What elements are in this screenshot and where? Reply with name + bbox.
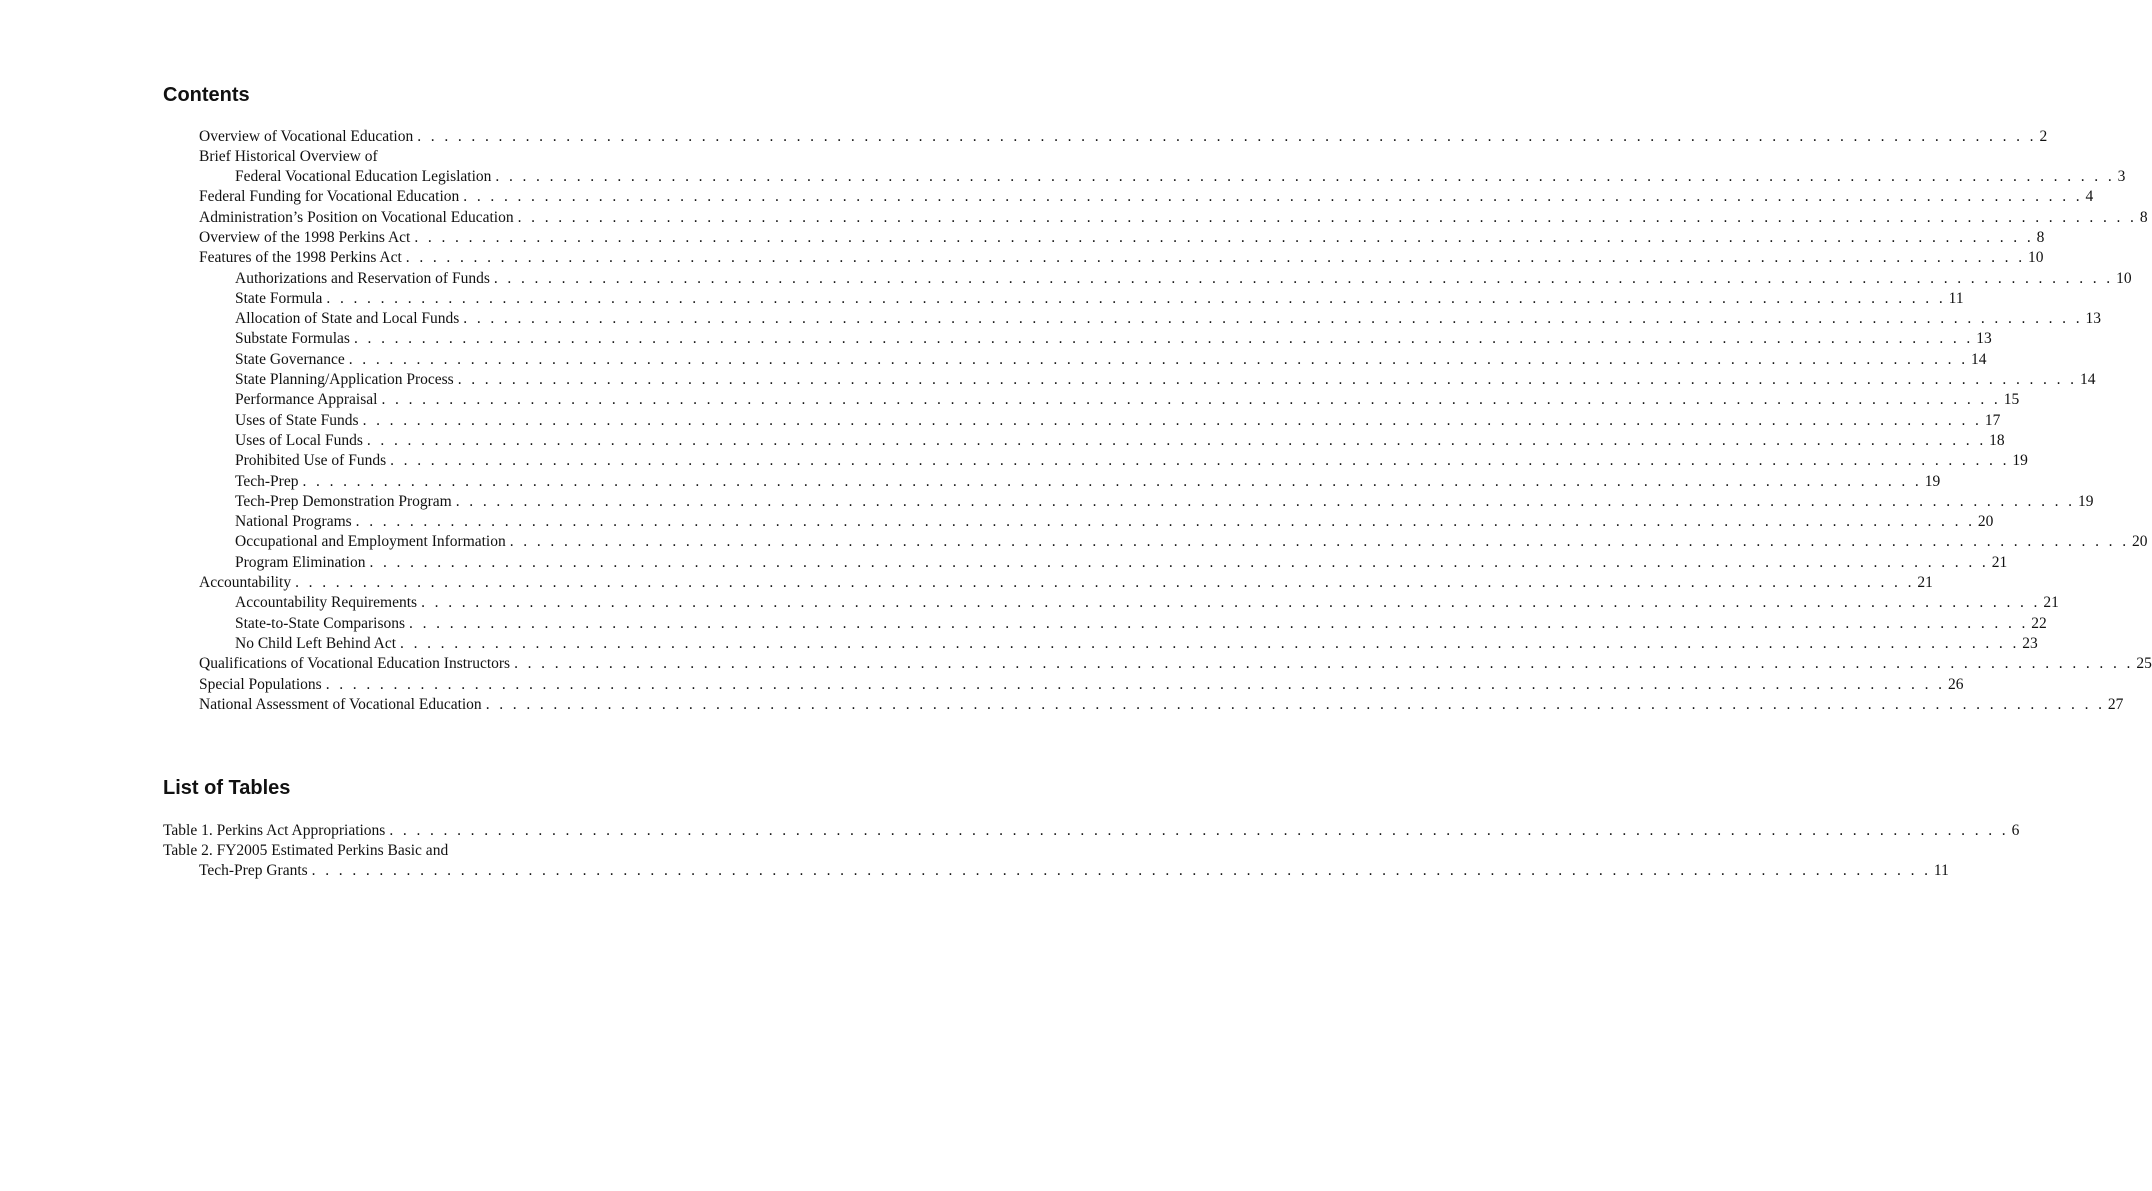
toc-line	[235, 512, 1994, 532]
toc-entry-title[interactable]: State Planning/Application Process	[235, 370, 458, 390]
toc-entry-page-number: 15	[2001, 390, 2020, 410]
toc-entry-title[interactable]: Allocation of State and Local Funds	[235, 309, 463, 329]
toc-entry-title[interactable]: Tech-Prep	[235, 472, 302, 492]
toc-entry-title[interactable]: Federal Vocational Education Legislation	[235, 167, 495, 187]
toc-line	[235, 289, 1964, 309]
toc-line	[199, 573, 1933, 593]
toc-entry-title[interactable]: Qualifications of Vocational Education Instructors	[199, 654, 514, 674]
dot-leader: . . . . . . . . . . . . . . . . . . . . . . . . . . . . . . . . . . . . . . . . . . . . . . . . . . . . . . . . . . . . . . . . . . . . . . . . . . . . . . . . . . . . . . . . . . . . . . . . . . . . . . . . . . . . . . . . . . . . . . . .	[495, 168, 2115, 186]
toc-entry-title[interactable]: Tech-Prep Demonstration Program	[235, 492, 456, 512]
toc-entry-title[interactable]: Occupational and Employment Information	[235, 532, 510, 552]
toc-entry-title[interactable]: National Programs	[235, 512, 356, 532]
toc-entry-page-number: 20	[1975, 512, 1994, 532]
toc-entry-title[interactable]: No Child Left Behind Act	[235, 634, 400, 654]
toc-line	[199, 127, 2048, 147]
toc-line	[199, 208, 2148, 228]
contents-list	[0, 127, 2152, 716]
contents-entry[interactable]	[0, 553, 2008, 573]
toc-entry-page-number: 27	[2105, 695, 2124, 715]
toc-line	[235, 431, 2005, 451]
contents-entry[interactable]	[0, 472, 1941, 492]
toc-entry-page-number: 25	[2133, 654, 2152, 674]
toc-line	[235, 167, 2126, 187]
contents-entry[interactable]	[0, 289, 1964, 309]
contents-entry[interactable]	[0, 390, 2020, 410]
contents-entry[interactable]	[0, 614, 2047, 634]
toc-entry-title[interactable]: Federal Funding for Vocational Education	[199, 187, 463, 207]
contents-entry[interactable]	[0, 228, 2045, 248]
dot-leader: . . . . . . . . . . . . . . . . . . . . . . . . . . . . . . . . . . . . . . . . . . . . . . . . . . . . . . . . . . . . . . . . . . . . . . . . . . . . . . . . . . . . . . . . . . . . . . . . . . . . . . . . . . . . . . . . . . . . . . . .	[509, 533, 2129, 551]
toc-entry-title[interactable]: Authorizations and Reservation of Funds	[235, 269, 494, 289]
dot-leader: . . . . . . . . . . . . . . . . . . . . . . . . . . . . . . . . . . . . . . . . . . . . . . . . . . . . . . . . . . . . . . . . . . . . . . . . . . . . . . . . . . . . . . . . . . . . . . . . . . . . . . . . . . . . . . . . . . . . . . . .	[355, 513, 1975, 531]
contents-entry[interactable]	[0, 695, 2124, 715]
toc-line	[235, 269, 2132, 289]
toc-entry-page-number: 8	[2137, 208, 2148, 228]
toc-line	[199, 861, 1949, 881]
toc-entry-title[interactable]: Table 2. FY2005 Estimated Perkins Basic and	[163, 841, 449, 859]
table-entry[interactable]	[0, 841, 920, 861]
toc-line	[235, 532, 2148, 552]
toc-entry-title[interactable]: Program Elimination	[235, 553, 369, 573]
dot-leader: . . . . . . . . . . . . . . . . . . . . . . . . . . . . . . . . . . . . . . . . . . . . . . . . . . . . . . . . . . . . . . . . . . . . . . . . . . . . . . . . . . . . . . . . . . . . . . . . . . . . . . . . . . . . . . . . . . . . . . . .	[369, 553, 1989, 571]
toc-entry-page-number: 26	[1945, 675, 1964, 695]
contents-entry[interactable]	[0, 675, 1964, 695]
dot-leader: . . . . . . . . . . . . . . . . . . . . . . . . . . . . . . . . . . . . . . . . . . . . . . . . . . . . . . . . . . . . . . . . . . . . . . . . . . . . . . . . . . . . . . . . . . . . . . . . . . . . . . . . . . . . . . . . . . . . . . . .	[485, 695, 2105, 713]
toc-entry-title[interactable]: Uses of Local Funds	[235, 431, 367, 451]
dot-leader: . . . . . . . . . . . . . . . . . . . . . . . . . . . . . . . . . . . . . . . . . . . . . . . . . . . . . . . . . . . . . . . . . . . . . . . . . . . . . . . . . . . . . . . . . . . . . . . . . . . . . . . . . . . . . . . . . . . . . . . .	[311, 862, 1931, 880]
contents-entry[interactable]	[0, 329, 1992, 349]
list-of-tables-list	[0, 821, 2020, 882]
toc-line	[199, 228, 2045, 248]
dot-leader: . . . . . . . . . . . . . . . . . . . . . . . . . . . . . . . . . . . . . . . . . . . . . . . . . . . . . . . . . . . . . . . . . . . . . . . . . . . . . . . . . . . . . . . . . . . . . . . . . . . . . . . . . . . . . . . . . . . . . . . .	[390, 452, 2010, 470]
toc-entry-title[interactable]: Features of the 1998 Perkins Act	[199, 248, 406, 268]
toc-line	[199, 695, 2124, 715]
contents-entry[interactable]	[0, 370, 2096, 390]
contents-entry[interactable]	[0, 654, 2152, 674]
toc-entry-page-number: 19	[2075, 492, 2094, 512]
toc-entry-title[interactable]: Performance Appraisal	[235, 390, 381, 410]
dot-leader: . . . . . . . . . . . . . . . . . . . . . . . . . . . . . . . . . . . . . . . . . . . . . . . . . . . . . . . . . . . . . . . . . . . . . . . . . . . . . . . . . . . . . . . . . . . . . . . . . . . . . . . . . . . . . . . . . . . . . . . .	[362, 411, 1982, 429]
toc-line	[235, 472, 1941, 492]
toc-entry-title[interactable]: Uses of State Funds	[235, 411, 363, 431]
dot-leader: . . . . . . . . . . . . . . . . . . . . . . . . . . . . . . . . . . . . . . . . . . . . . . . . . . . . . . . . . . . . . . . . . . . . . . . . . . . . . . . . . . . . . . . . . . . . . . . . . . . . . . . . . . . . . . . . . . . . . . . .	[514, 655, 2134, 673]
dot-leader: . . . . . . . . . . . . . . . . . . . . . . . . . . . . . . . . . . . . . . . . . . . . . . . . . . . . . . . . . . . . . . . . . . . . . . . . . . . . . . . . . . . . . . . . . . . . . . . . . . . . . . . . . . . . . . . . . . . . . . . .	[463, 310, 2083, 328]
toc-entry-title[interactable]: State Formula	[235, 289, 326, 309]
toc-line	[199, 187, 2094, 207]
dot-leader: . . . . . . . . . . . . . . . . . . . . . . . . . . . . . . . . . . . . . . . . . . . . . . . . . . . . . . . . . . . . . . . . . . . . . . . . . . . . . . . . . . . . . . . . . . . . . . . . . . . . . . . . . . . . . . . . . . . . . . . .	[417, 127, 2037, 145]
dot-leader: . . . . . . . . . . . . . . . . . . . . . . . . . . . . . . . . . . . . . . . . . . . . . . . . . . . . . . . . . . . . . . . . . . . . . . . . . . . . . . . . . . . . . . . . . . . . . . . . . . . . . . . . . . . . . . . . . . . . . . . .	[414, 228, 2034, 246]
contents-entry[interactable]	[0, 634, 2038, 654]
contents-entry[interactable]	[0, 147, 920, 167]
toc-line	[199, 248, 2044, 268]
contents-entry[interactable]	[0, 350, 1987, 370]
dot-leader: . . . . . . . . . . . . . . . . . . . . . . . . . . . . . . . . . . . . . . . . . . . . . . . . . . . . . . . . . . . . . . . . . . . . . . . . . . . . . . . . . . . . . . . . . . . . . . . . . . . . . . . . . . . . . . . . . . . . . . . .	[325, 675, 1945, 693]
toc-entry-page-number: 11	[1946, 289, 1964, 309]
toc-line	[163, 821, 2020, 841]
toc-line	[235, 350, 1987, 370]
toc-entry-title[interactable]: National Assessment of Vocational Education	[199, 695, 486, 715]
toc-line	[235, 634, 2038, 654]
contents-entry[interactable]	[0, 532, 2148, 552]
contents-entry[interactable]	[0, 269, 2132, 289]
toc-entry-title[interactable]: Overview of Vocational Education	[199, 127, 417, 147]
toc-entry-title[interactable]: Overview of the 1998 Perkins Act	[199, 228, 414, 248]
dot-leader: . . . . . . . . . . . . . . . . . . . . . . . . . . . . . . . . . . . . . . . . . . . . . . . . . . . . . . . . . . . . . . . . . . . . . . . . . . . . . . . . . . . . . . . . . . . . . . . . . . . . . . . . . . . . . . . . . . . . . . . .	[302, 472, 1922, 490]
contents-entry[interactable]	[0, 512, 1994, 532]
list-of-tables-heading: List of Tables	[163, 777, 291, 799]
contents-entry[interactable]	[0, 167, 2126, 187]
dot-leader: . . . . . . . . . . . . . . . . . . . . . . . . . . . . . . . . . . . . . . . . . . . . . . . . . . . . . . . . . . . . . . . . . . . . . . . . . . . . . . . . . . . . . . . . . . . . . . . . . . . . . . . . . . . . . . . . . . . . . . . .	[463, 188, 2083, 206]
toc-entry-title[interactable]: Administration’s Position on Vocational Education	[199, 208, 518, 228]
toc-entry-page-number: 10	[2025, 248, 2044, 268]
toc-entry-page-number: 19	[1922, 472, 1941, 492]
toc-entry-page-number: 11	[1931, 861, 1949, 881]
toc-entry-page-number: 21	[1989, 553, 2008, 573]
dot-leader: . . . . . . . . . . . . . . . . . . . . . . . . . . . . . . . . . . . . . . . . . . . . . . . . . . . . . . . . . . . . . . . . . . . . . . . . . . . . . . . . . . . . . . . . . . . . . . . . . . . . . . . . . . . . . . . . . . . . . . . .	[455, 492, 2075, 510]
toc-entry-title[interactable]: Tech-Prep Grants	[199, 861, 312, 881]
toc-entry-page-number: 14	[1968, 350, 1987, 370]
toc-line	[235, 390, 2020, 410]
table-entry[interactable]	[0, 861, 1949, 881]
toc-entry-title[interactable]: Brief Historical Overview of	[199, 147, 378, 165]
toc-entry-page-number: 21	[2040, 593, 2059, 613]
dot-leader: . . . . . . . . . . . . . . . . . . . . . . . . . . . . . . . . . . . . . . . . . . . . . . . . . . . . . . . . . . . . . . . . . . . . . . . . . . . . . . . . . . . . . . . . . . . . . . . . . . . . . . . . . . . . . . . . . . . . . . . .	[405, 249, 2025, 267]
toc-entry-title[interactable]: Prohibited Use of Funds	[235, 451, 390, 471]
toc-entry-title[interactable]: Substate Formulas	[235, 329, 354, 349]
toc-entry-page-number: 23	[2019, 634, 2038, 654]
toc-line	[235, 451, 2028, 471]
dot-leader: . . . . . . . . . . . . . . . . . . . . . . . . . . . . . . . . . . . . . . . . . . . . . . . . . . . . . . . . . . . . . . . . . . . . . . . . . . . . . . . . . . . . . . . . . . . . . . . . . . . . . . . . . . . . . . . . . . . . . . . .	[381, 391, 2001, 409]
toc-entry-page-number: 17	[1982, 411, 2001, 431]
contents-entry[interactable]	[0, 411, 2001, 431]
toc-entry-title[interactable]: Accountability	[199, 573, 295, 593]
toc-entry-page-number: 10	[2113, 269, 2132, 289]
toc-entry-page-number: 13	[2083, 309, 2102, 329]
dot-leader: . . . . . . . . . . . . . . . . . . . . . . . . . . . . . . . . . . . . . . . . . . . . . . . . . . . . . . . . . . . . . . . . . . . . . . . . . . . . . . . . . . . . . . . . . . . . . . . . . . . . . . . . . . . . . . . . . . . . . . . .	[517, 208, 2137, 226]
toc-line	[235, 593, 2059, 613]
contents-entry[interactable]	[0, 248, 2044, 268]
contents-entry[interactable]	[0, 451, 2028, 471]
toc-entry-page-number: 8	[2034, 228, 2045, 248]
contents-entry[interactable]	[0, 208, 2148, 228]
contents-entry[interactable]	[0, 593, 2059, 613]
dot-leader: . . . . . . . . . . . . . . . . . . . . . . . . . . . . . . . . . . . . . . . . . . . . . . . . . . . . . . . . . . . . . . . . . . . . . . . . . . . . . . . . . . . . . . . . . . . . . . . . . . . . . . . . . . . . . . . . . . . . . . . .	[389, 821, 2009, 839]
contents-entry[interactable]	[0, 187, 2094, 207]
dot-leader: . . . . . . . . . . . . . . . . . . . . . . . . . . . . . . . . . . . . . . . . . . . . . . . . . . . . . . . . . . . . . . . . . . . . . . . . . . . . . . . . . . . . . . . . . . . . . . . . . . . . . . . . . . . . . . . . . . . . . . . .	[400, 634, 2020, 652]
toc-line	[199, 675, 1964, 695]
table-entry[interactable]	[0, 821, 2020, 841]
toc-line	[235, 492, 2094, 512]
dot-leader: . . . . . . . . . . . . . . . . . . . . . . . . . . . . . . . . . . . . . . . . . . . . . . . . . . . . . . . . . . . . . . . . . . . . . . . . . . . . . . . . . . . . . . . . . . . . . . . . . . . . . . . . . . . . . . . . . . . . . . . .	[409, 614, 2029, 632]
toc-entry-page-number: 19	[2009, 451, 2028, 471]
toc-line	[235, 411, 2001, 431]
toc-line	[235, 370, 2096, 390]
toc-line	[199, 654, 2152, 674]
dot-leader: . . . . . . . . . . . . . . . . . . . . . . . . . . . . . . . . . . . . . . . . . . . . . . . . . . . . . . . . . . . . . . . . . . . . . . . . . . . . . . . . . . . . . . . . . . . . . . . . . . . . . . . . . . . . . . . . . . . . . . . .	[421, 594, 2041, 612]
toc-entry-title[interactable]: Accountability Requirements	[235, 593, 421, 613]
toc-entry-page-number: 6	[2009, 821, 2020, 841]
contents-entry[interactable]	[0, 431, 2005, 451]
toc-entry-page-number: 20	[2129, 532, 2148, 552]
toc-entry-page-number: 4	[2083, 187, 2094, 207]
toc-entry-page-number: 22	[2028, 614, 2047, 634]
toc-entry-page-number: 13	[1973, 329, 1992, 349]
dot-leader: . . . . . . . . . . . . . . . . . . . . . . . . . . . . . . . . . . . . . . . . . . . . . . . . . . . . . . . . . . . . . . . . . . . . . . . . . . . . . . . . . . . . . . . . . . . . . . . . . . . . . . . . . . . . . . . . . . . . . . . .	[326, 289, 1946, 307]
contents-entry[interactable]	[0, 492, 2094, 512]
dot-leader: . . . . . . . . . . . . . . . . . . . . . . . . . . . . . . . . . . . . . . . . . . . . . . . . . . . . . . . . . . . . . . . . . . . . . . . . . . . . . . . . . . . . . . . . . . . . . . . . . . . . . . . . . . . . . . . . . . . . . . . .	[493, 269, 2114, 287]
toc-entry-title[interactable]: State Governance	[235, 350, 349, 370]
toc-line	[235, 553, 2008, 573]
toc-entry-title[interactable]: Table 1. Perkins Act Appropriations	[163, 821, 389, 841]
toc-line	[235, 329, 1992, 349]
dot-leader: . . . . . . . . . . . . . . . . . . . . . . . . . . . . . . . . . . . . . . . . . . . . . . . . . . . . . . . . . . . . . . . . . . . . . . . . . . . . . . . . . . . . . . . . . . . . . . . . . . . . . . . . . . . . . . . . . . . . . . . .	[366, 431, 1987, 449]
toc-entry-page-number: 21	[1914, 573, 1933, 593]
toc-entry-page-number: 14	[2077, 370, 2096, 390]
toc-line	[235, 309, 2102, 329]
contents-entry[interactable]	[0, 127, 2048, 147]
contents-entry[interactable]	[0, 573, 1933, 593]
contents-heading: Contents	[163, 84, 250, 106]
dot-leader: . . . . . . . . . . . . . . . . . . . . . . . . . . . . . . . . . . . . . . . . . . . . . . . . . . . . . . . . . . . . . . . . . . . . . . . . . . . . . . . . . . . . . . . . . . . . . . . . . . . . . . . . . . . . . . . . . . . . . . . .	[457, 371, 2077, 389]
toc-line	[235, 614, 2047, 634]
toc-entry-page-number: 3	[2115, 167, 2126, 187]
toc-entry-page-number: 18	[1986, 431, 2005, 451]
toc-entry-title[interactable]: Special Populations	[199, 675, 326, 695]
dot-leader: . . . . . . . . . . . . . . . . . . . . . . . . . . . . . . . . . . . . . . . . . . . . . . . . . . . . . . . . . . . . . . . . . . . . . . . . . . . . . . . . . . . . . . . . . . . . . . . . . . . . . . . . . . . . . . . . . . . . . . . .	[353, 330, 1974, 348]
contents-entry[interactable]	[0, 309, 2102, 329]
toc-entry-title[interactable]: State-to-State Comparisons	[235, 614, 409, 634]
toc-entry-page-number: 2	[2036, 127, 2047, 147]
dot-leader: . . . . . . . . . . . . . . . . . . . . . . . . . . . . . . . . . . . . . . . . . . . . . . . . . . . . . . . . . . . . . . . . . . . . . . . . . . . . . . . . . . . . . . . . . . . . . . . . . . . . . . . . . . . . . . . . . . . . . . . .	[295, 574, 1915, 592]
dot-leader: . . . . . . . . . . . . . . . . . . . . . . . . . . . . . . . . . . . . . . . . . . . . . . . . . . . . . . . . . . . . . . . . . . . . . . . . . . . . . . . . . . . . . . . . . . . . . . . . . . . . . . . . . . . . . . . . . . . . . . . .	[348, 350, 1968, 368]
